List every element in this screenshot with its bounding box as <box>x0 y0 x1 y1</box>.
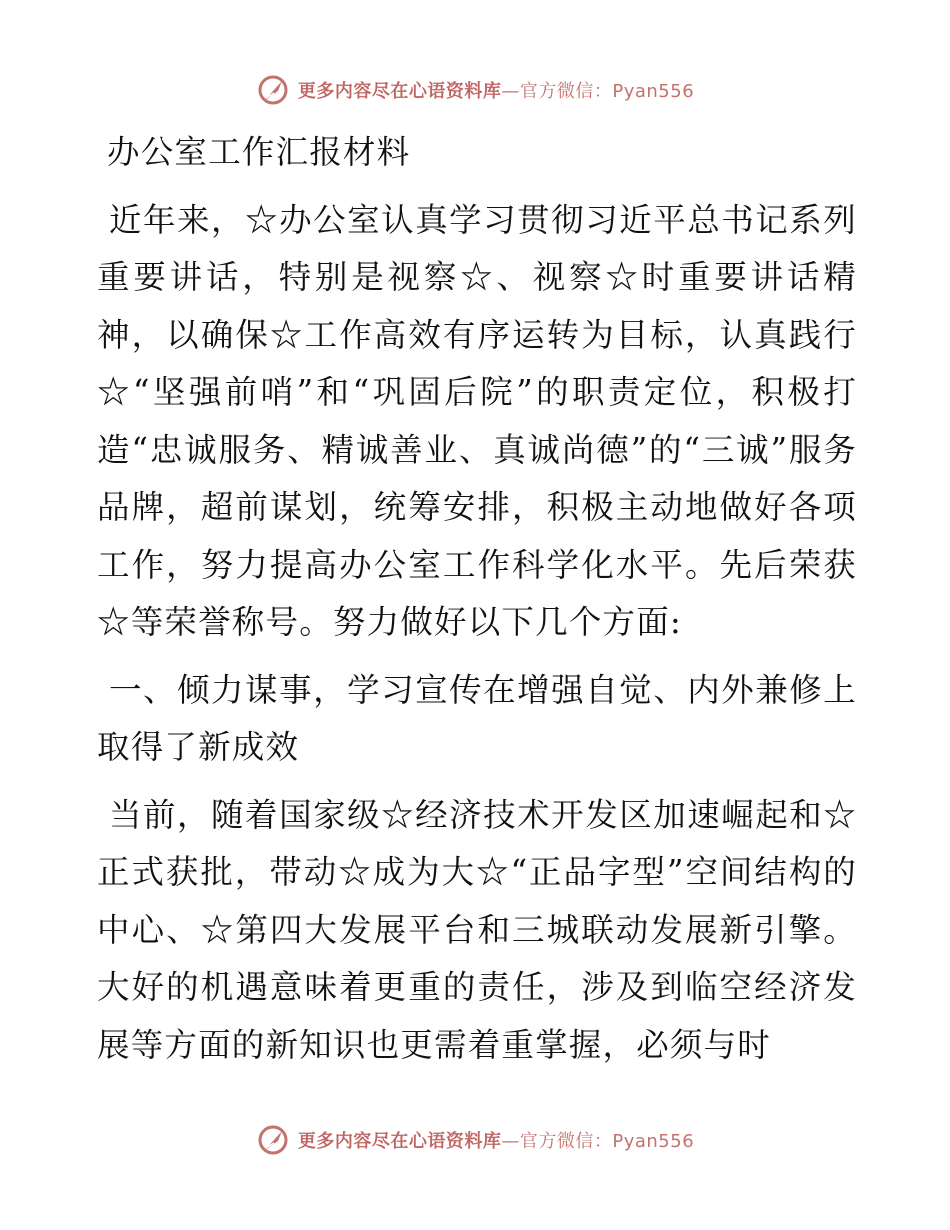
paragraph-section-1: 当前，随着国家级☆经济技术开发区加速崛起和☆正式获批，带动☆成为大☆“正品字型”空间结构的中心、☆第四大发展平台和三城联动发展新引擎。大好的机遇意味着更重的责任，涉及到临空经济发展等方面的新知识也更需着重掌握，必须与时 <box>97 795 857 1064</box>
quill-circle-icon <box>256 1123 290 1157</box>
header-watermark <box>0 68 950 112</box>
section-heading-1: 一、倾力谋事，学习宣传在增强自觉、内外兼修上取得了新成效 <box>97 670 857 766</box>
paragraph-intro: 近年来，☆办公室认真学习贯彻习近平总书记系列重要讲话，特别是视察☆、视察☆时重要讲话精神，以确保☆工作高效有序运转为目标，认真践行☆“坚强前哨”和“巩固后院”的职责定位，积极打造“忠诚服务、精诚善业、真诚尚德”的“三诚”服务品牌，超前谋划，统筹安排，积极主动地做好各项工作，努力提高办公室工作科学化水平。先后荣获☆等荣誉称号。努力做好以下几个方面: <box>97 200 857 641</box>
watermark-text: 更多内容尽在心语资料库—官方微信：Pyan556 <box>297 81 695 102</box>
document-body <box>97 124 857 1084</box>
quill-circle-icon <box>256 73 290 107</box>
watermark-text: 更多内容尽在心语资料库—官方微信：Pyan556 <box>297 1131 695 1152</box>
document-title: 办公室工作汇报材料 <box>107 133 411 171</box>
footer-watermark <box>0 1118 950 1162</box>
